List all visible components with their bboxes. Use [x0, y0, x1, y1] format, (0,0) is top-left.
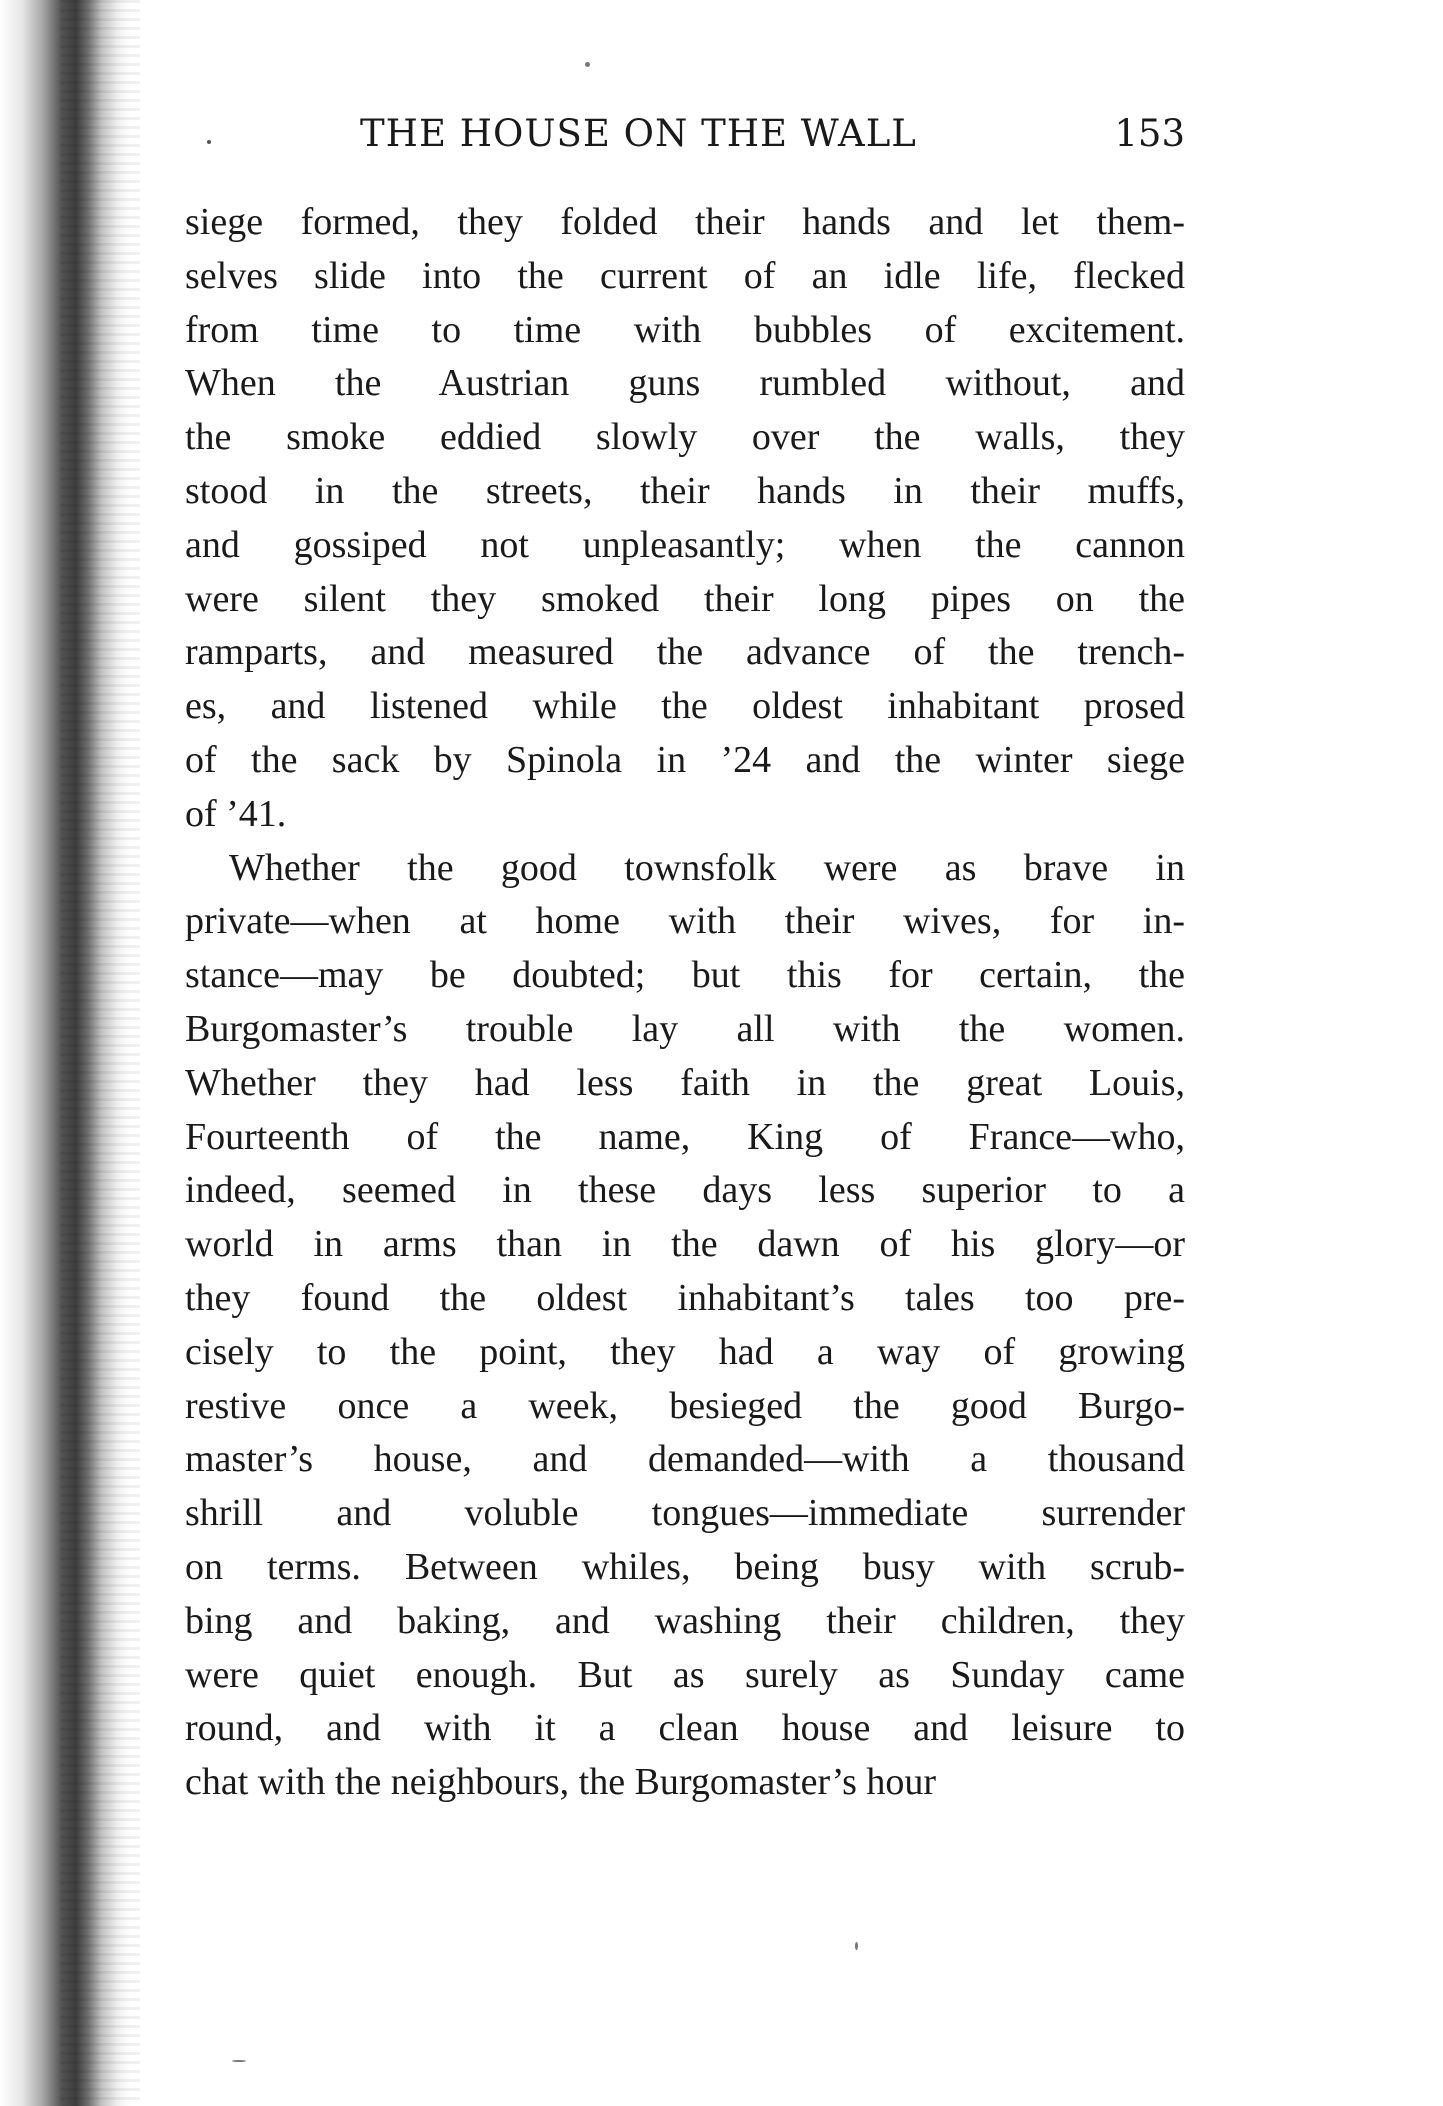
- text-line: master’s house, and demanded—with a thousand: [185, 1438, 1185, 1481]
- stray-mark: [855, 1942, 858, 1950]
- text-line: they found the oldest inhabitant’s tales too pre-: [185, 1276, 1185, 1319]
- body-text: [185, 196, 1185, 1810]
- stray-mark: [207, 140, 211, 144]
- text-line: indeed, seemed in these days less superior to a: [185, 1169, 1185, 1212]
- text-line: the smoke eddied slowly over the walls, they: [185, 416, 1185, 459]
- running-head-title: THE HOUSE ON THE WALL: [360, 112, 917, 155]
- text-line: bing and baking, and washing their children, they: [185, 1599, 1185, 1642]
- text-line: stance—may be doubted; but this for certain, the: [185, 954, 1185, 997]
- running-head: [185, 112, 1185, 172]
- text-line: restive once a week, besieged the good Burgo-: [185, 1384, 1185, 1427]
- text-line: were silent they smoked their long pipes on the: [185, 577, 1185, 620]
- text-line: Fourteenth of the name, King of France—who,: [185, 1115, 1185, 1158]
- text-line: Whether the good townsfolk were as brave in: [229, 846, 1185, 889]
- text-line: cisely to the point, they had a way of growing: [185, 1330, 1185, 1373]
- text-line: on terms. Between whiles, being busy with scrub-: [185, 1545, 1185, 1588]
- text-line: were quiet enough. But as surely as Sunday came: [185, 1653, 1185, 1696]
- text-line: Whether they had less faith in the great Louis,: [185, 1061, 1185, 1104]
- text-line: Burgomaster’s trouble lay all with the women.: [185, 1007, 1185, 1050]
- text-line: chat with the neighbours, the Burgomaster’s hour: [185, 1761, 937, 1804]
- text-line: ramparts, and measured the advance of the trench-: [185, 631, 1185, 674]
- page-number: 153: [1114, 112, 1185, 155]
- text-line: When the Austrian guns rumbled without, and: [185, 362, 1185, 405]
- text-line: round, and with it a clean house and leisure to: [185, 1707, 1185, 1750]
- text-line: siege formed, they folded their hands and let them-: [185, 201, 1185, 243]
- text-line: world in arms than in the dawn of his glory—or: [185, 1223, 1185, 1266]
- text-line: from time to time with bubbles of excitement.: [185, 308, 1185, 351]
- text-line: selves slide into the current of an idle life, flecked: [185, 254, 1185, 297]
- text-line: es, and listened while the oldest inhabitant prosed: [185, 685, 1185, 728]
- stray-mark: [232, 2060, 246, 2062]
- text-line: of ’41.: [185, 792, 287, 835]
- text-line: private—when at home with their wives, for in-: [185, 900, 1185, 943]
- text-line: of the sack by Spinola in ’24 and the winter siege: [185, 738, 1185, 781]
- text-line: and gossiped not unpleasantly; when the cannon: [185, 523, 1185, 566]
- stray-mark: [585, 62, 590, 67]
- text-line: stood in the streets, their hands in their muffs,: [185, 469, 1185, 512]
- binding-texture: [60, 0, 140, 2106]
- text-line: shrill and voluble tongues—immediate surrender: [185, 1492, 1185, 1535]
